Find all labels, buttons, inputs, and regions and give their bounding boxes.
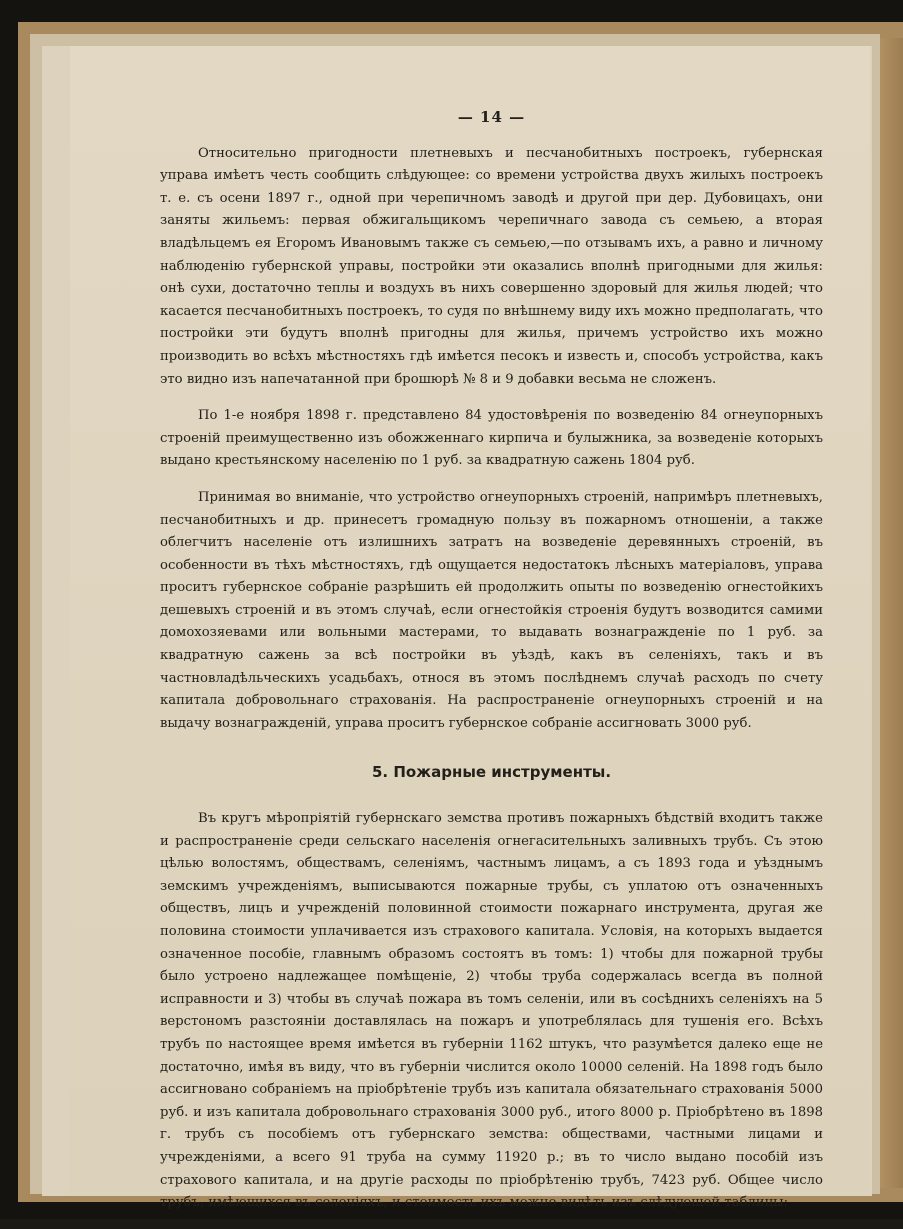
page-number: — 14 — <box>457 108 526 126</box>
paragraph-pletnevye: Относительно пригодности плетневыхъ и песчанобитныхъ построекъ, губернская управа имѣетъ честь сообщить слѣдующее: со времени устройства двухъ жилыхъ построекъ т. е. съ осени 1897 г., одной при черепичномъ заводѣ и другой при дер. Дубовицахъ, они заняты жильемъ: первая обжигальщикомъ черепичнаго завода съ семьею, а вторая владѣльцемъ ея Егоромъ Ивановымъ также съ семьею,—по отзывамъ ихъ, а равно и личному наблюденію губернской управы, постройки эти оказались вполнѣ пригодными для жилья: онѣ сухи, достаточно теплы и воздухъ въ нихъ совершенно здоровый для жилья людей; что касается песчанобитныхъ построекъ, то судя по внѣшнему виду ихъ можно предполагать, что постройки эти будутъ вполнѣ пригодны для жилья, причемъ устройство ихъ можно производить во всѣхъ мѣстностяхъ гдѣ имѣется песокъ и известь и, способъ устройства, какъ это видно изъ напечатанной при брошюрѣ № 8 и 9 добавки весьма не сложенъ. <box>160 145 823 387</box>
page-text-block <box>160 100 823 1229</box>
paragraph-udostovereniya: По 1-е ноября 1898 г. представлено 84 удостовѣренія по возведенію 84 огнеупорныхъ строеній преимущественно изъ обожженнаго кирпича и булыжника, за возведеніе которыхъ выдано крестьянскому населенію по 1 руб. за квадратную сажень 1804 руб. <box>160 408 823 469</box>
paragraph-ogneupornye: Принимая во вниманіе, что устройство огнеупорныхъ строеній, напримѣръ плетневыхъ, песчанобитныхъ и др. принесетъ громадную пользу въ пожарномъ отношеніи, а также облегчитъ населеніе отъ излишнихъ затратъ на возведеніе деревянныхъ строеній, въ особенности въ тѣхъ мѣстностяхъ, гдѣ ощущается недостатокъ лѣсныхъ матеріаловъ, управа проситъ губернское собраніе разрѣшить ей продолжить опыты по возведенію огнестойкихъ дешевыхъ строеній и въ этомъ случаѣ, если огнестойкія строенія будутъ возводится самими домохозяевами или вольными мастерами, то выдавать вознагражденіе по 1 руб. за квадратную сажень за всѣ постройки въ уѣздѣ, какъ въ селеніяхъ, такъ и въ частновладѣльческихъ усадьбахъ, относя въ этомъ послѣднемъ случаѣ расходъ по счету капитала добровольнаго страхованія. На распространеніе огнеупорныхъ строеній и на выдачу вознагражденій, управа проситъ губернское собраніе ассигновать 3000 руб. <box>160 489 823 731</box>
section-heading: 5. Пожарные инструменты. <box>371 763 612 782</box>
paragraph-pozharnye-truby: Въ кругъ мѣропріятій губернскаго земства противъ пожарныхъ бѣдствій входитъ также и распространеніе среди сельскаго населенія огнегасительныхъ заливныхъ трубъ. Съ этою цѣлью волостямъ, обществамъ, селеніямъ, частнымъ лицамъ, а съ 1893 года и уѣзднымъ земскимъ учрежденіямъ, выписываются пожарные трубы, съ уплатою отъ означенныхъ обществъ, лицъ и учрежденій половинной стоимости пожарнаго инструмента, другая же половина стоимости уплачивается изъ страхового капитала. Условія, на которыхъ выдается означенное пособіе, главнымъ образомъ состоятъ въ томъ: 1) чтобы для пожарной трубы было устроено надлежащее помѣщеніе, 2) чтобы труба содержалась всегда въ полной исправности и 3) чтобы въ случаѣ пожара въ томъ селеніи, или въ сосѣднихъ селеніяхъ на 5 верстономъ разстояніи доставлялась на пожаръ и употреблялась для тушенія его. Всѣхъ трубъ по настоящее время имѣется въ губерніи 1162 штукъ, что разумѣется далеко еще не достаточно, имѣя въ виду, что въ губерніи числится около 10000 селеній. На 1898 годъ было ассигновано собраніемъ на пріобрѣтеніе трубъ изъ капитала обязательнаго страхованія 5000 руб. и изъ капитала добровольнаго страхованія 3000 руб., итого 8000 р. Пріобрѣтено въ 1898 г. трубъ съ пособіемъ отъ губернскаго земства: обществами, частными лицами и учрежденіями, а всего 91 труба на сумму 11920 р.; въ то число выдано пособій изъ страхового капитала, и на другіе расходы по пріобрѣтенію трубъ, 7423 руб. Общее число трубъ, имѣющихся въ селеніяхъ, и стоимость ихъ можно видѣть изъ слѣдующей таблицы: <box>160 811 823 1211</box>
